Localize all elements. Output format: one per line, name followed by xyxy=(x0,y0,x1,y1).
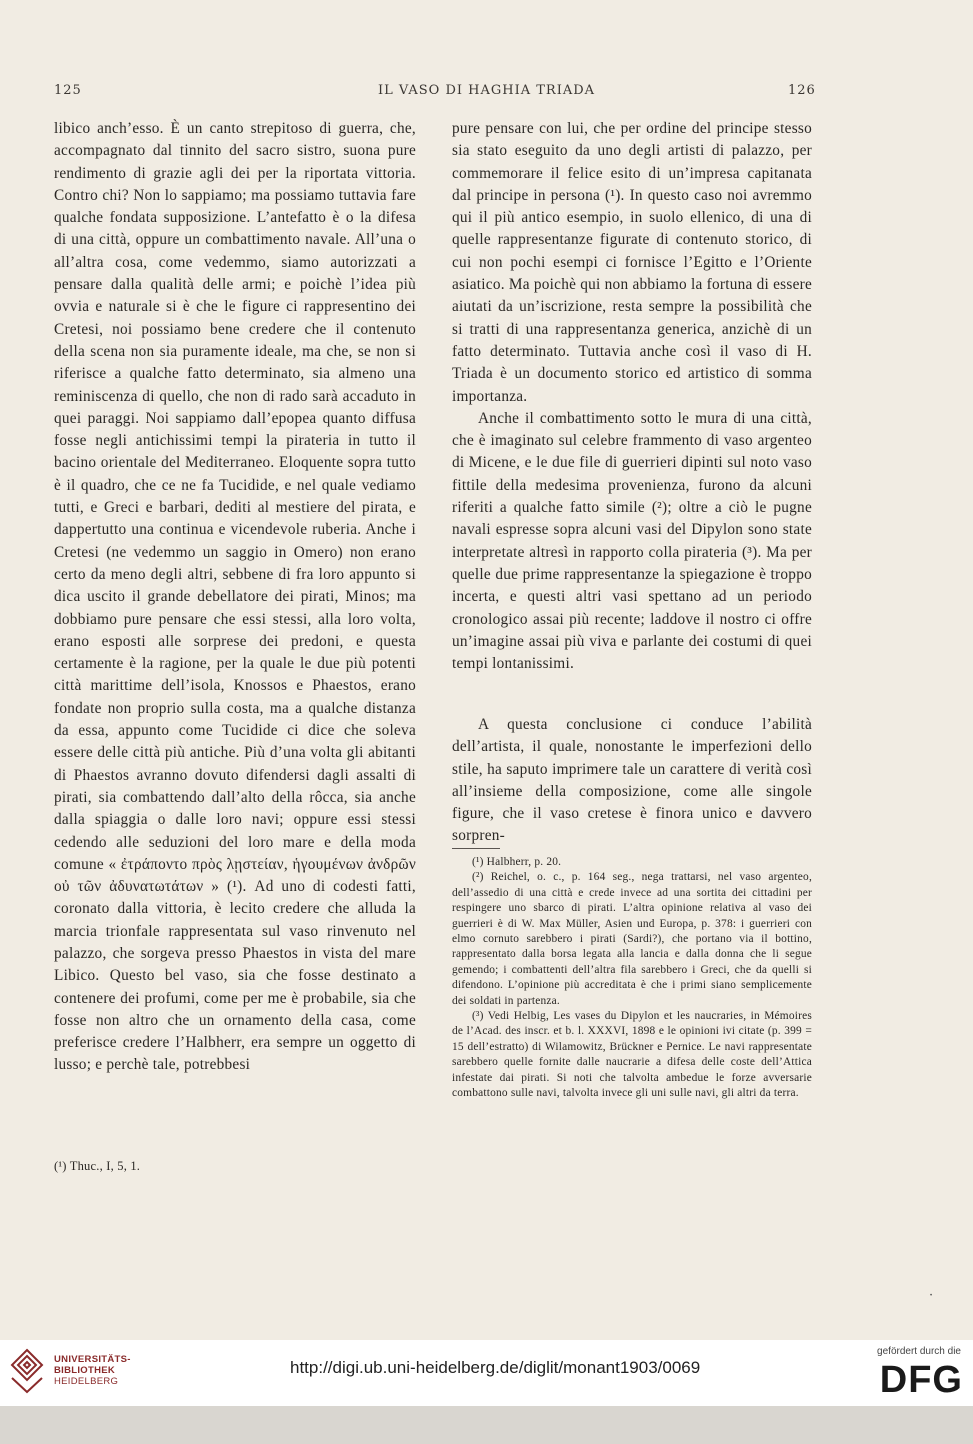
right-paragraph-1: pure pensare con lui, che per ordine del principe stesso sia stato eseguito da uno degli artisti di palazzo, per commemorare il felice esito di un’impresa capitanata dal principe in persona (¹). In questo caso noi avremmo qui il più antico esempio, in suolo ellenico, di una di quelle rappresentanze figurate di contenuto storico, di cui non pochi esempi ci fornisce l’Egitto e l’Oriente asiatico. Ma poichè qui non abbiamo la fortuna di essere aiutati da un’iscrizione, resta sempre la possibilità che si tratti di una rappresentanza generica, anzichè di un fatto determinato. Tuttavia anche così il vaso di H. Triada è un documento storico ed artistico di somma importanza. xyxy=(452,120,812,405)
right-footnote-1: (¹) Halbherr, p. 20. xyxy=(472,856,562,868)
right-paragraph-3: A questa conclusione ci conduce l’abilità dell’artista, il quale, nonostante le imperfezioni dello stile, ha saputo imprimere tale un carattere di verità così all’insieme della composizione, come alle singole figure, che il vaso cretese è finora unico e davvero sorpren- xyxy=(452,716,812,845)
page-number-left: 125 xyxy=(54,83,82,98)
left-column xyxy=(54,118,416,1444)
library-name-line-3: HEIDELBERG xyxy=(54,1376,119,1387)
digitization-footer xyxy=(0,1340,973,1406)
left-paragraph-1: libico anch’esso. È un canto strepitoso di guerra, che, accompagnato dal tinnito del sacro sistro, suona pure rendimento di grazie agli dei per la riportata vittoria. Contro chi? Non lo sappiamo; ma possiamo tuttavia fare qualche fondata supposizione. L’antefatto è o la difesa di una città, oppure un combattimento navale. All’una o all’altra cosa, come vedemmo, siamo autorizzati a pensare dalla qualità delle armi; e poichè l’idea più ovvia e naturale si è che le figure ci rappresentino dei Cretesi, noi possiamo bene credere che il contenuto della scena non sia puramente ideale, ma che, se non si riferisce a qualche fatto determinato, sia almeno una reminiscenza di quello, che non di rado sarà accaduto in quei paraggi. Noi sappiamo dall’epopea quanto diffusa fosse negli antichissimi tempi la pirateria in tutto il bacino orientale del Mediterraneo. Eloquente sopra tutto è il quadro, che ce ne fa Tucidide, e nel quale vediamo tutti, e Greci e barbari, dediti al mestiere del pirata, e dappertutto una continua e vicendevole ruberia. Anche i Cretesi (ne vedemmo un saggio in Omero) non erano certo da meno degli altri, sebbene di fra loro appunto si dica uscito il grande debellatore dei pirati, Minos; ma dobbiamo pure pensare che essi stessi, alla loro volta, erano esposti alle sorprese dei predoni, e questa certamente è la ragione, per la quale le due più potenti città marittime dell’isola, Knossos e Phaestos, erano fondate non proprio sulla costa, ma a qualche distanza da essa, appunto come Tucidide ci dice che soleva essere delle città più antiche. Più d’una volta gli abitanti di Phaestos avranno dovuto difendersi dagli assalti di pirati, sia combattendo dall’alto della rôcca, sia anche dalla spiaggia o dalle loro navi; oppure essi stessi cedendo alle seduzioni del loro mare e della moda comune « ἐτράποντο πρὸς λῃστείαν, ἡγουμένων ἀνδρῶν οὐ τῶν ἀδυνατωτάτων » (¹). Ad uno di codesti fatti, coronato dalla vittoria, è lecito credere che alluda la marcia trionfale rappresentata sul vaso rinvenuto nel palazzo, che sorgeva presso Phaestos in vista del mare Libico. Questo bel vaso, sia che fosse destinato a contenere dei profumi, come per me è probabile, sia che fosse non altro che un ornamento della casa, come preferisce credere l’Halbherr, era sempre un oggetto di lusso; e perchè tale, potrebbesi xyxy=(54,120,416,1074)
library-name xyxy=(54,1354,131,1387)
right-column-lower xyxy=(452,714,812,845)
right-paragraph-2: Anche il combattimento sotto le mura di una città, che è imaginato sul celebre frammento di vaso argenteo di Micene, e le due file di guerrieri dipinti sul noto vaso fittile della medesima provenienza, furono da alcuni riferiti a qualche fatto simile (²); oltre a ciò le pugne navali espresse sopra alcuni vasi del Dipylon sono state interpretate altresì in rapporto colla pirateria (³). Ma per quelle due prime rappresentanze la spiegazione è troppo incerta, e questi altri vasi spettano ad un periodo cronologico assai più recente; laddove il nostro ci offre un’imagine assai più viva e parlante dei costumi di quei tempi lontanissimi. xyxy=(452,409,812,673)
right-footnote-3: (³) Vedi Helbig, Les vases du Dipylon et les naucraries, in Mémoires de l’Acad. des inscr. et b. l. XXXVI, 1898 e le opinioni ivi citate (p. 399 = 15 dell’estratto) di Wilamowitz, Brückner e Pernice. Le navi rappresentate sarebbero quelle fornite dalle naucrarie a difesa delle coste dell’Attica infestate dai pirati. Si noti che talvolta ambedue le forze avversarie combattono sulle navi, talvolta invece gli uni sulle navi, gli altri da terra. xyxy=(452,1010,812,1100)
dfg-logo: DFG xyxy=(879,1359,963,1401)
left-footnote-1: (¹) Thuc., I, 5, 1. xyxy=(54,1159,141,1173)
university-library-logo-icon xyxy=(10,1348,44,1394)
right-footnote-2: (²) Reichel, o. c., p. 164 seg., nega trattarsi, nel vaso argenteo, dell’assedio di una città e crede invece ad una sortita dei cittadini per respingere uno sbarco di pirati. L’altra opinione relativa al vaso dei guerrieri è di W. Max Müller, Asien und Europa, p. 378: i guerrieri con elmo cornuto sarebbero i pirati (Sardi?), che portano via il bottino, rappresentato dalla borsa legata alla lancia e dalla donna che li segue gemendo; i combattenti dell’altra fila sarebbero i Greci, che da quelli si difendono. L’opinione più accreditata è che i primi siano semplicemente dei soldati in partenza. xyxy=(452,871,812,1007)
library-name-line-2: BIBLIOTHEK xyxy=(54,1365,116,1376)
scan-artifact-dot: · xyxy=(929,1288,934,1303)
library-name-line-1: UNIVERSITÄTS- xyxy=(54,1354,131,1365)
right-footnote-rule xyxy=(452,848,500,849)
page-number-right: 126 xyxy=(788,83,816,98)
running-title: IL VASO DI HAGHIA TRIADA xyxy=(377,83,596,98)
right-column-upper xyxy=(452,118,812,698)
funded-by-label: gefördert durch die xyxy=(877,1346,961,1357)
permalink-url[interactable]: http://digi.ub.uni-heidelberg.de/diglit/monant1903/0069 xyxy=(290,1358,701,1377)
right-footnotes xyxy=(452,855,812,1175)
